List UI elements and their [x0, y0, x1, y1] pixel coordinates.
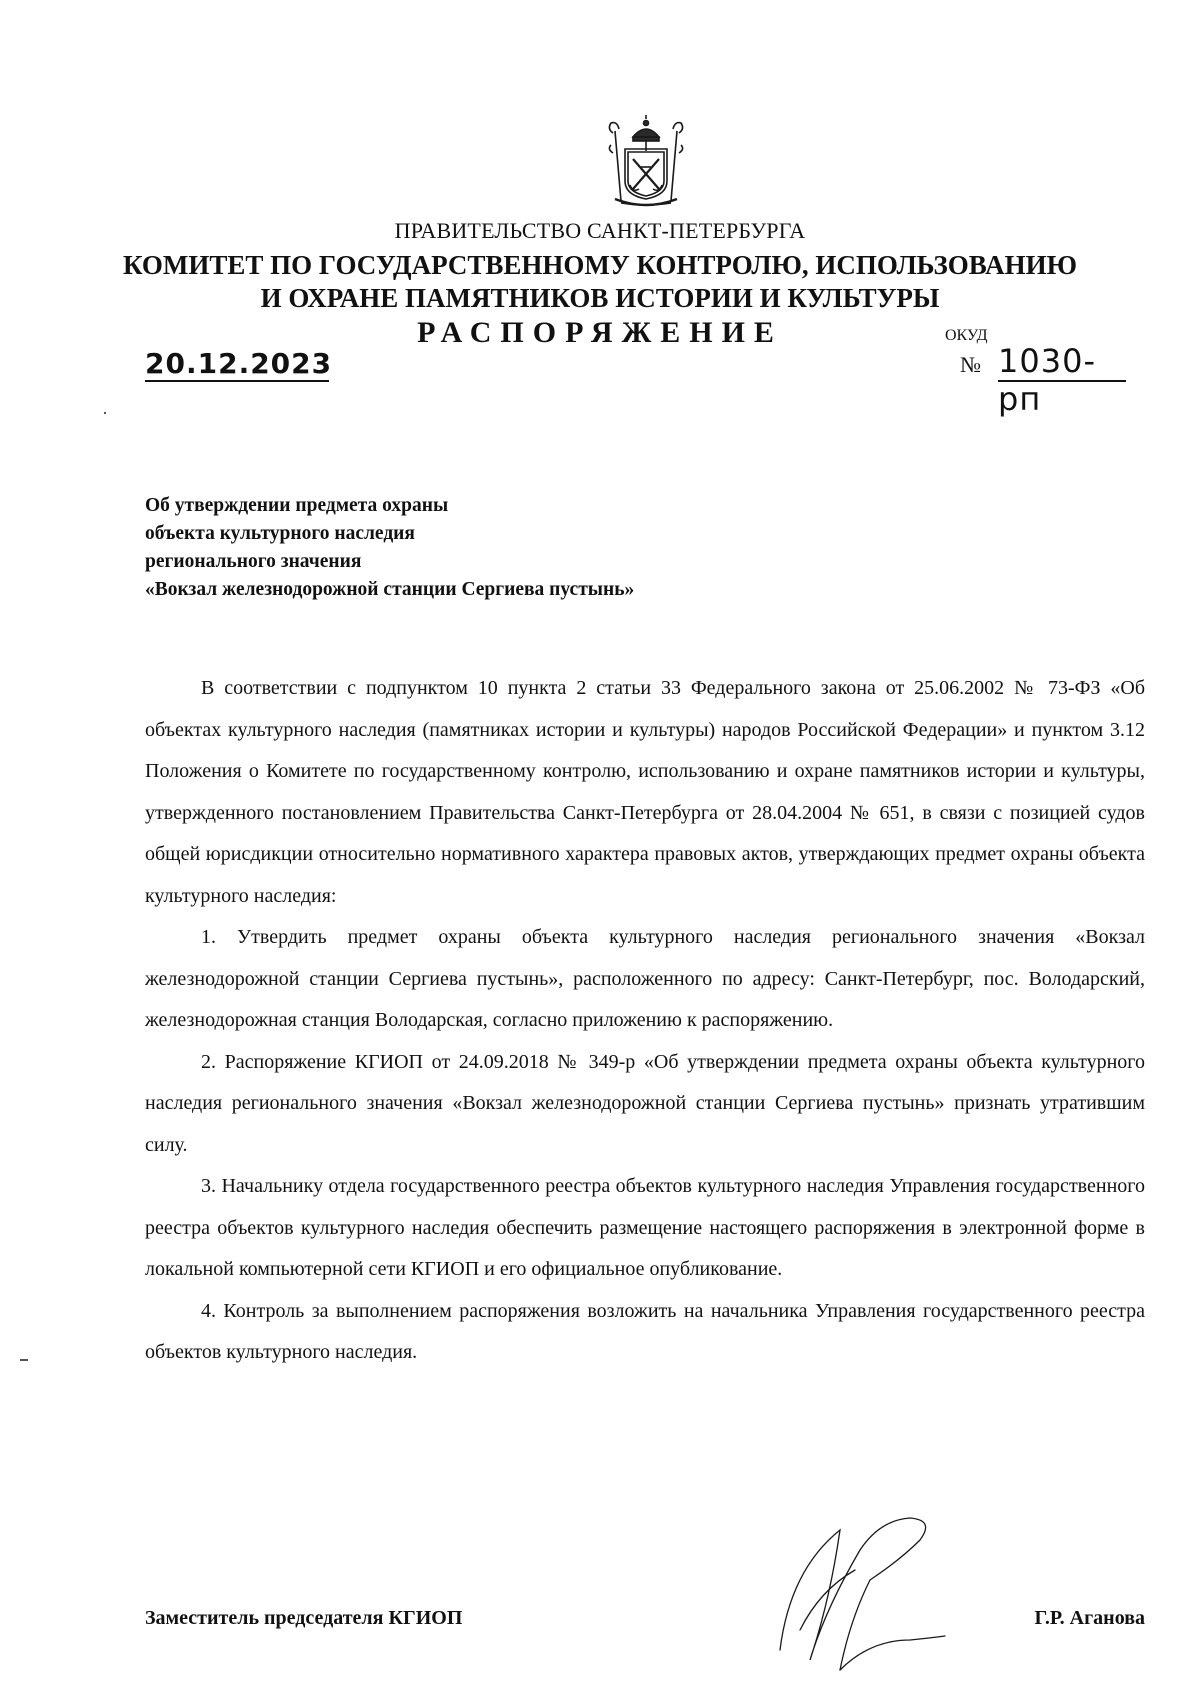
- subject-line: Об утверждении предмета охраны: [145, 495, 449, 516]
- document-type: РАСПОРЯЖЕНИЕ: [417, 316, 783, 349]
- coat-of-arms-icon: [603, 115, 689, 209]
- signatory-position: Заместитель председателя КГИОП: [145, 1607, 463, 1629]
- scan-speck: [104, 412, 106, 414]
- document-date: 20.12.2023: [145, 347, 333, 380]
- number-sign: №: [960, 352, 981, 377]
- document-subject: [145, 492, 634, 604]
- handwritten-signature: [770, 1510, 950, 1680]
- government-title: ПРАВИТЕЛЬСТВО САНКТ-ПЕТЕРБУРГА: [394, 218, 806, 243]
- body-paragraph: 3. Начальнику отдела государственного реестра объектов культурного наследия Управления государственного реестра объектов культурного наследия обеспечить размещение настоящего распоряжения в электронной форме в локальной компьютерной сети КГИОП и его официальное опубликование.: [145, 1175, 1145, 1280]
- body-paragraph: 4. Контроль за выполнением распоряжения возложить на начальника Управления государственного реестра объектов культурного наследия.: [145, 1299, 1145, 1363]
- subject-line: «Вокзал железнодорожной станции Сергиева пустынь»: [145, 579, 635, 600]
- subject-line: объекта культурного наследия: [145, 523, 415, 544]
- okud-label: ОКУД: [945, 327, 988, 344]
- committee-title-line-1: КОМИТЕТ ПО ГОСУДАРСТВЕННОМУ КОНТРОЛЮ, ИСПОЛЬЗОВАНИЮ: [123, 250, 1077, 280]
- scan-speck: [20, 1359, 28, 1361]
- document-body: [145, 668, 1145, 1374]
- body-paragraph: 1. Утвердить предмет охраны объекта культурного наследия регионального значения «Вокзал железнодорожной станции Сергиева пустынь», расположенного по адресу: Санкт-Петербург, пос. Володарский, железнодорожная станция Володарская, согласно приложению к распоряжению.: [145, 926, 1145, 1031]
- subject-line: регионального значения: [145, 551, 362, 572]
- document-number: 1030-рп: [998, 342, 1126, 382]
- signatory-name: Г.Р. Аганова: [1034, 1607, 1145, 1629]
- committee-title-line-2: И ОХРАНЕ ПАМЯТНИКОВ ИСТОРИИ И КУЛЬТУРЫ: [260, 283, 940, 313]
- body-paragraph: 2. Распоряжение КГИОП от 24.09.2018 № 349-р «Об утверждении предмета охраны объекта культурного наследия регионального значения «Вокзал железнодорожной станции Сергиева пустынь» признать утратившим силу.: [145, 1050, 1145, 1156]
- body-paragraph: В соответствии с подпунктом 10 пункта 2 статьи 33 Федерального закона от 25.06.2002 № 73-ФЗ «Об объектах культурного наследия (памятниках истории и культуры) народов Российской Федерации» и пунктом 3.12 Положения о Комитете по государственному контролю, использованию и охране памятников истории и культуры, утвержденного постановлением Правительства Санкт-Петербурга от 28.04.2004 № 651, в связи с позицией судов общей юрисдикции относительно нормативного характера правовых актов, утверждающих предмет охраны объекта культурного наследия:: [145, 677, 1145, 907]
